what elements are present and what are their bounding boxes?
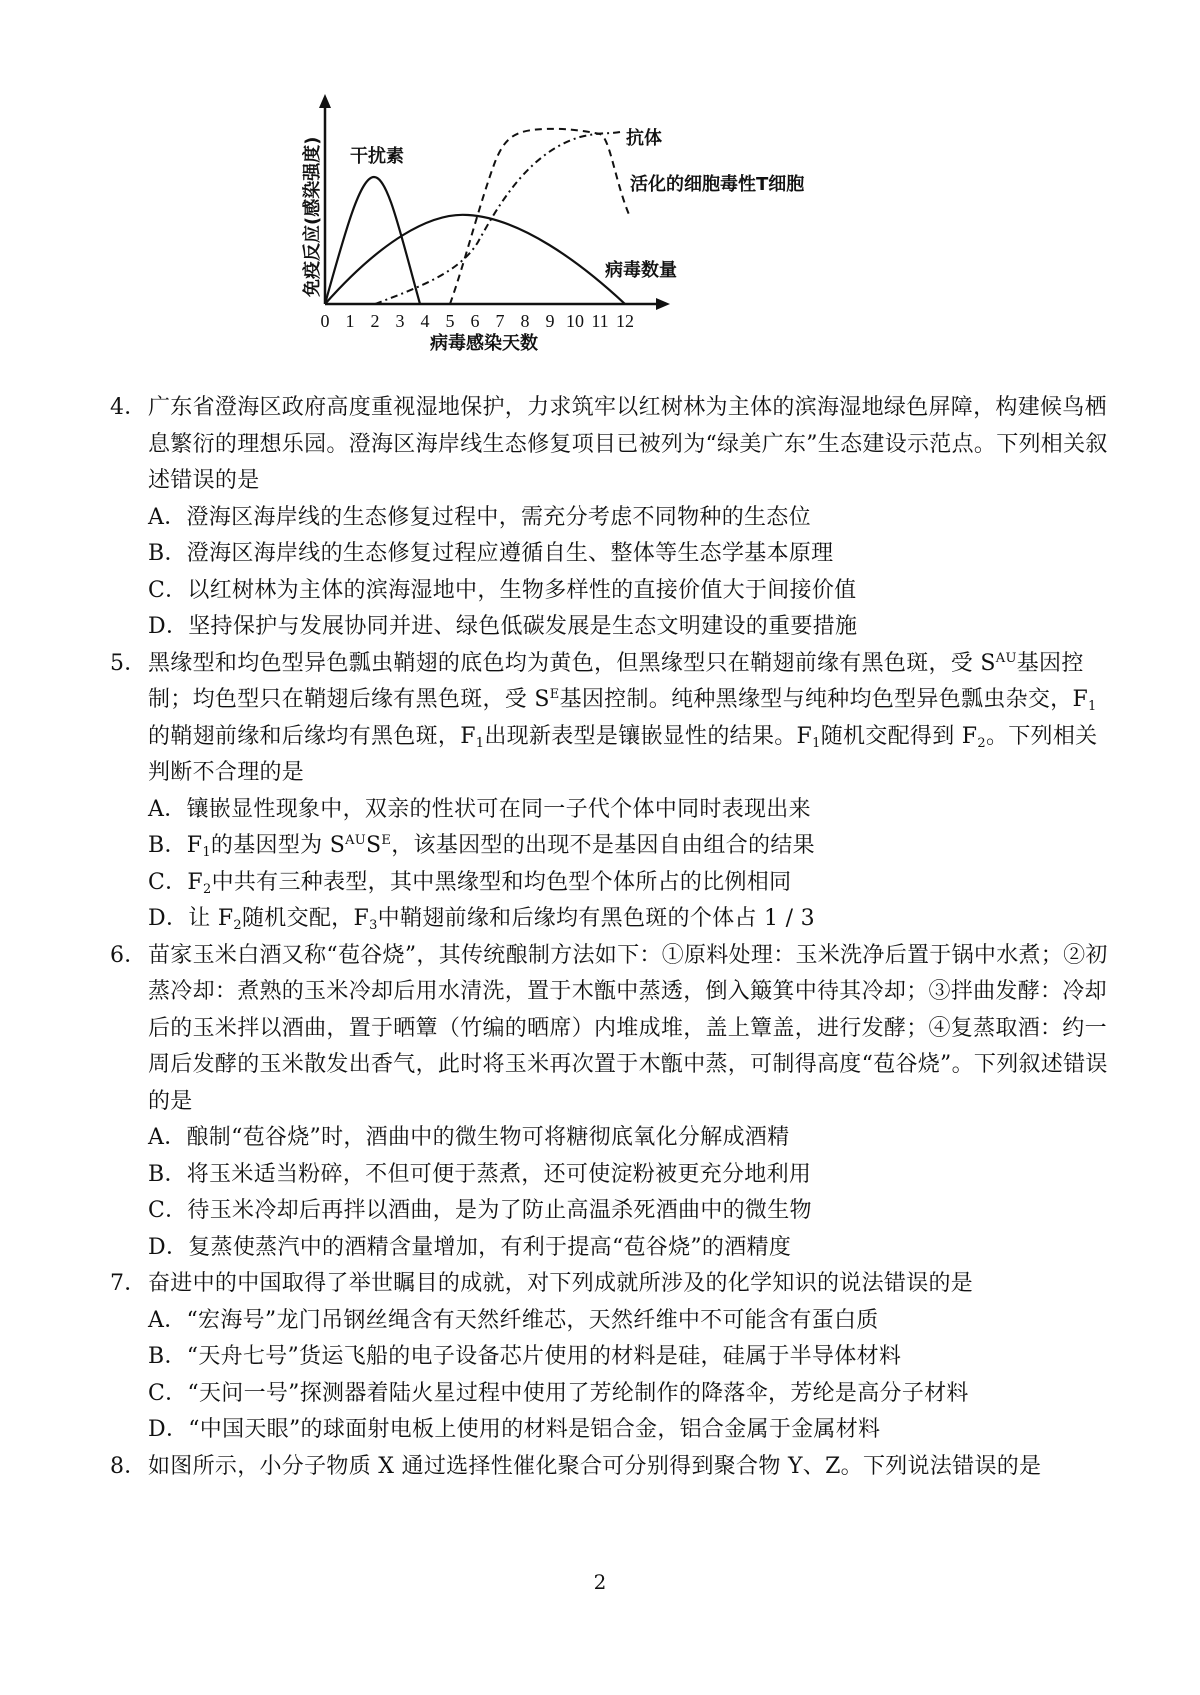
tcell-label: 活化的细胞毒性T细胞 xyxy=(630,174,805,195)
question-8 xyxy=(110,1449,1110,1486)
option-d: D．“中国天眼”的球面射电板上使用的材料是铝合金，铝合金属于金属材料 xyxy=(148,1417,881,1442)
virus-count-curve xyxy=(325,215,625,304)
tcell-curve xyxy=(375,132,620,304)
question-stem: 苗家玉米白酒又称“苞谷烧”，其传统酿制方法如下：①原料处理：玉米洗净后置于锅中水煮；②初蒸冷却：煮熟的玉米冷却后用水清洗，置于木甑中蒸透，倒入簸箕中待其冷却；③拌曲发酵：冷却后的玉米拌以酒曲，置于晒簟（竹编的晒席）内堆成堆，盖上簟盖，进行发酵；④复蒸取酒：约一周后发酵的玉米散发出香气，此时将玉米再次置于木甑中蒸，可制得高度“苞谷烧”。下列叙述错误的是 xyxy=(148,942,1108,1114)
x-tick-label: 11 xyxy=(591,311,609,331)
question-number: 5． xyxy=(110,650,147,676)
option-b: B．$F_1$的基因型为 $S^{AU}S^E$，该基因型的出现不是基因自由组合的结果 xyxy=(148,833,815,860)
question-list xyxy=(110,390,1110,1485)
x-tick-label: 1 xyxy=(345,311,355,331)
option-d: D．让 $F_2$随机交配，$F_3$中鞘翅前缘和后缘均有黑色斑的个体占 1 / 3 xyxy=(148,906,815,933)
x-tick-label: 8 xyxy=(520,311,530,331)
antibody-label: 抗体 xyxy=(626,128,662,149)
x-axis-label: 病毒感染天数 xyxy=(430,333,538,354)
question-6 xyxy=(110,938,1110,1267)
x-tick-label: 7 xyxy=(495,311,505,331)
option-c: C．待玉米冷却后再拌以酒曲，是为了防止高温杀死酒曲中的微生物 xyxy=(148,1198,812,1223)
y-axis-label: 免疫反应(感染强度) xyxy=(302,136,323,297)
x-tick-label: 6 xyxy=(470,311,480,331)
immune-response-graph xyxy=(300,92,900,392)
option-a: A．澄海区海岸线的生态修复过程中，需充分考虑不同物种的生态位 xyxy=(148,504,811,530)
option-c: C．“天问一号”探测器着陆火星过程中使用了芳纶制作的降落伞，芳纶是高分子材料 xyxy=(148,1380,969,1406)
question-number: 7． xyxy=(110,1271,147,1296)
x-tick-label: 0 xyxy=(320,311,330,331)
question-stem: 如图所示，小分子物质 X 通过选择性催化聚合可分别得到聚合物 Y、Z。下列说法错误的是 xyxy=(148,1453,1042,1479)
option-b: B．“天舟七号”货运飞船的电子设备芯片使用的材料是硅，硅属于半导体材料 xyxy=(148,1344,902,1369)
virus-count-label: 病毒数量 xyxy=(605,260,677,281)
interferon-curve xyxy=(325,177,420,304)
option-d: D．复蒸使蒸汽中的酒精含量增加，有利于提高“苞谷烧”的酒精度 xyxy=(148,1234,792,1260)
question-7 xyxy=(110,1266,1110,1449)
question-number: 4． xyxy=(110,395,147,420)
x-tick-label: 2 xyxy=(370,311,380,331)
x-tick-label: 3 xyxy=(395,311,405,331)
option-d: D．坚持保护与发展协同并进、绿色低碳发展是生态文明建设的重要措施 xyxy=(148,614,858,639)
option-a: A．镶嵌显性现象中，双亲的性状可在同一子代个体中同时表现出来 xyxy=(148,796,811,822)
x-tick-label: 4 xyxy=(420,311,430,331)
option-b: B．将玉米适当粉碎，不但可便于蒸煮，还可使淀粉被更充分地利用 xyxy=(148,1161,812,1187)
question-stem: 广东省澄海区政府高度重视湿地保护，力求筑牢以红树林为主体的滨海湿地绿色屏障，构建候鸟栖息繁衍的理想乐园。澄海区海岸线生态修复项目已被列为“绿美广东”生态建设示范点。下列相关叙述错误的是 xyxy=(148,395,1108,493)
x-tick-label: 10 xyxy=(566,311,584,331)
page-number: 2 xyxy=(593,1570,607,1594)
question-5 xyxy=(110,646,1110,938)
question-number: 8． xyxy=(110,1453,147,1479)
option-a: A．酿制“苞谷烧”时，酒曲中的微生物可将糖彻底氧化分解成酒精 xyxy=(148,1125,790,1150)
question-4 xyxy=(110,390,1110,646)
x-tick-label: 9 xyxy=(545,311,555,331)
x-tick-label: 5 xyxy=(445,311,455,331)
interferon-label: 干扰素 xyxy=(350,146,404,167)
question-stem: 奋进中的中国取得了举世瞩目的成就，对下列成就所涉及的化学知识的说法错误的是 xyxy=(148,1271,974,1296)
option-c: C．$F_2$中共有三种表型，其中黑缘型和均色型个体所占的比例相同 xyxy=(148,869,792,897)
x-tick-labels xyxy=(321,311,635,331)
y-axis-arrow xyxy=(319,94,331,108)
option-c: C．以红树林为主体的滨海湿地中，生物多样性的直接价值大于间接价值 xyxy=(148,577,857,603)
question-number: 6． xyxy=(110,942,147,968)
x-axis-arrow xyxy=(656,298,670,310)
immune-response-figure xyxy=(300,92,900,392)
option-a: A．“宏海号”龙门吊钢丝绳含有天然纤维芯，天然纤维中不可能含有蛋白质 xyxy=(148,1307,879,1333)
option-b: B．澄海区海岸线的生态修复过程应遵循自生、整体等生态学基本原理 xyxy=(148,541,834,566)
x-tick-label: 12 xyxy=(616,311,634,331)
question-stem: 黑缘型和均色型异色瓢虫鞘翅的底色均为黄色，但黑缘型只在鞘翅前缘有黑色斑，受 $S^{AU}$基因控制；均色型只在鞘翅后缘有黑色斑，受 $S^E$基因控制。纯种黑缘型与纯种均色型异色瓢虫杂交，$F_1$的鞘翅前缘和后缘均有黑色斑，$F_1$出现新表型是镶嵌显性的结果。$F_1$随机交配得到 $F_2$。下列相关判断不合理的是 xyxy=(148,650,1098,785)
